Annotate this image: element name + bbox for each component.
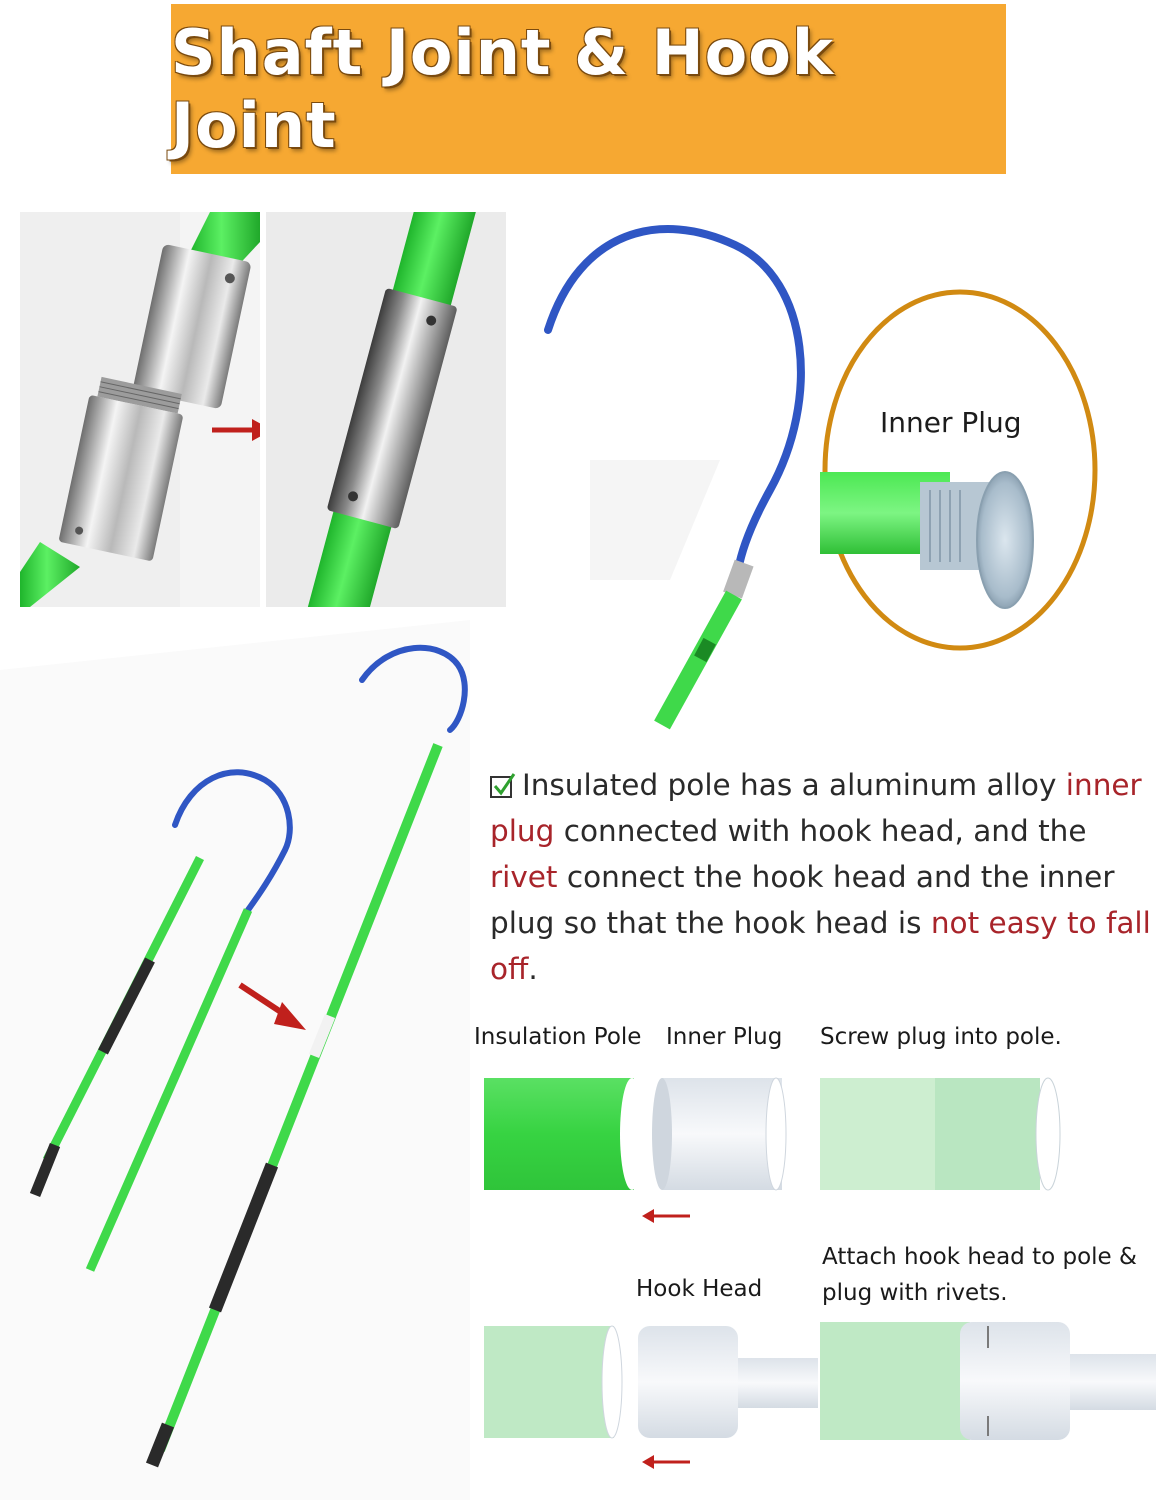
insulation-pole-label: Insulation Pole	[474, 1024, 642, 1050]
banner-title: Shaft Joint & Hook Joint	[171, 16, 835, 162]
desc-highlight-not-easy: not easy to fall off	[490, 906, 1151, 986]
attach-step-label-line2: plug with rivets.	[822, 1280, 1008, 1306]
joint-description	[490, 762, 1160, 992]
title-banner	[171, 4, 1006, 174]
screw-step-label: Screw plug into pole.	[820, 1024, 1062, 1050]
shaft-joint-joined-photo	[266, 212, 506, 607]
attach-hook-diagram	[480, 1318, 1160, 1483]
desc-highlight-rivet: rivet	[490, 860, 558, 894]
desc-highlight-inner-plug: inner plug	[490, 768, 1142, 848]
attach-step-label-line1: Attach hook head to pole &	[822, 1244, 1137, 1270]
desc-part-1: Insulated pole has a aluminum alloy	[522, 768, 1066, 802]
hook-inner-plug-photo	[520, 200, 1168, 730]
inner-plug-callout-label: Inner Plug	[880, 406, 1022, 439]
inner-plug-label: Inner Plug	[666, 1024, 783, 1050]
hook-head-label: Hook Head	[636, 1276, 763, 1302]
desc-part-4: .	[528, 952, 538, 986]
screw-plug-diagram	[480, 1070, 1160, 1230]
checkbox-check-icon	[490, 772, 516, 798]
desc-part-3: connect the hook head and the inner plug so that the hook head is	[490, 860, 1115, 940]
shaft-joint-separated-photo	[20, 212, 260, 607]
telescopic-poles-illustration	[0, 620, 470, 1500]
desc-part-2: connected with hook head, and the	[554, 814, 1087, 848]
